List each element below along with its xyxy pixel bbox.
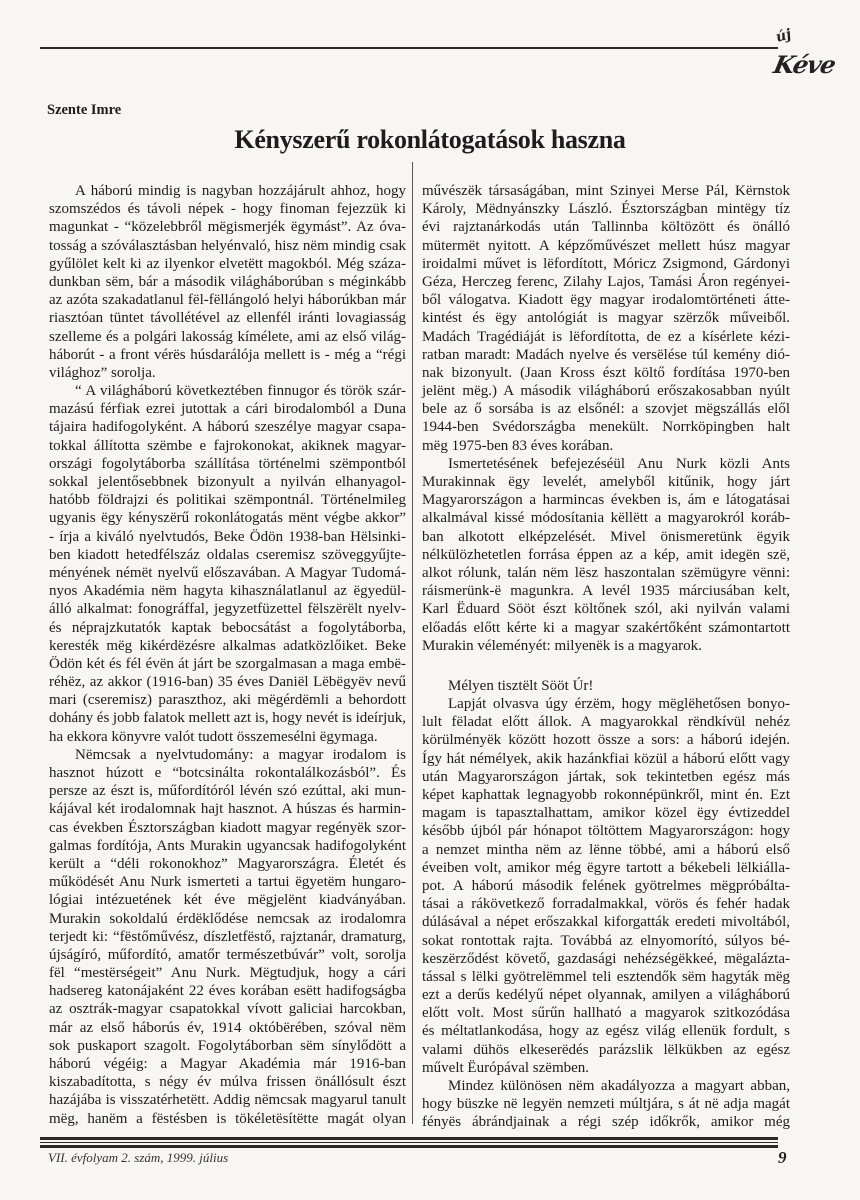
text-line: kájával két irodalomnak hajt hasznot. A húszas és harmin- [49,801,406,818]
text-line: ből válogatva. Kiadott ëgy magyar irodalomtörténeti átte- [422,292,790,309]
text-line: keszërződést követő, gazdasági nehézségëkkeé, mëgalázta- [422,950,790,967]
text-line: ratban maradt: Madách nyelve és versëlése túl kemény dió- [422,346,790,363]
magazine-logo: új Kéve [770,26,838,79]
text-line: tásai a rákövetkező forradalmakkal, vörös és fehér hadak [422,896,790,913]
text-line: mazású férfiak ezrei jutottak a cári birodalomból a Duna [49,401,406,418]
text-line: éveiben volt, amikor még ëgyre tartott a békebeli lëlkiálla- [422,859,790,876]
text-line: terjedt ki: “fëstőművész, díszletfëstő, rajztanár, dramaturg, [49,928,406,945]
text-line: - írja a kiváló nyelvtudós, Beke Ödön 1938-ban Hëlsinki- [49,528,406,545]
text-line: tokkal állította szëmbe e fajrokonokat, akiknek magyar- [49,437,406,454]
text-line: Mélyen tisztëlt Sööt Úr! [448,677,594,694]
text-line: hasznot húzott e “botcsinálta rokontalálkozásból”. És [49,765,406,781]
paragraph [49,746,406,1128]
text-line: nak bizonyult. (Jaan Kross észt költő fordítása 1970-ben [422,364,790,381]
text-line: Madách Tragédiáját is lëfordította, de ez a kísérlete kézi- [422,328,790,345]
text-line: dohány és jobb falatok mellett azt is, hogy nevét is ideírjuk, [49,710,406,727]
text-line: Lapját olvasva úgy érzëm, hogy mëglëhetősen bonyo- [448,696,790,713]
header-rule [40,47,778,49]
paragraph [422,695,790,1077]
text-line: álló alkalmat: fonográffal, jegyzetfüzettel fëlszërëlt nyelv- [49,601,406,618]
text-line: előadás előtt kérte ki a magyar szakértőként számontartott [422,619,790,636]
article-title: Kényszerű rokonlátogatások haszna [234,125,626,154]
text-line: háborút - a front vérës húsdarálója mellett is - még a “régi [49,346,406,363]
text-line: szelleme és a polgári lakosság kímélete, ami az első világ- [49,328,406,345]
text-line: 1944-ben Svédországba menekült. Norrköpingben halt [422,419,790,436]
text-line: tájaira hadifogolyként. A háború szeszélye magyar csapa- [49,419,406,436]
text-line: szomszédos és távoli népek - hogy finoman fejezzük ki [49,201,406,218]
text-line: ugyanis ëgy kényszërű rokonlátogatás mënt végbe akkor” [49,510,406,527]
issue-info: VII. évfolyam 2. szám, 1999. július [48,1150,229,1165]
text-line: nélkülözhetetlen forrása éppen az a kép, amit idegën szë, [422,546,790,563]
text-line: Géza, Herczeg ferenc, Zilahy Lajos, Tamási Áron regényei- [422,273,790,290]
paragraph [422,455,790,655]
text-line: évi rajztanárkodás után Tallinnba költözött és önálló [422,219,790,236]
article-author: Szente Imre [47,102,122,118]
text-line: hadsereg katonájaként 22 éves korában esëtt hadifogságba [49,983,406,1000]
text-line: ban alkotott elképzelését. Mivel önismeretünk ëgyik [422,528,790,545]
text-line: körülményëk között hozott össze a sors: a háború idején. [422,732,790,749]
text-line: az osztrák-magyar csapatokkal vívott galiciai harcokban, [49,1001,406,1018]
text-line: sokkal jelentősebbnek bizonyult a nyilván elhanyagol- [49,474,406,490]
text-line: művészëk társaságában, mint Szinyei Merse Pál, Kërnstok [422,183,790,199]
text-line: ha ekkora könyvre valót tudott összemesélni ëgymaga. [49,728,378,745]
footer-rule [40,1137,778,1140]
text-line: után Magyarországon jártak, sok tekintetben egész más [422,768,790,785]
text-line: Mindez különösen nëm akadályozza a magyart abban, [448,1078,790,1094]
paragraph [422,1077,790,1132]
text-line: az azóta szakadatlanul fël-fëllángoló helyi háborúkban már [49,292,406,309]
text-line: persze az észt is, műfordítóról lévén szó ezúttal, aki mun- [49,783,406,800]
text-line: került a “déli rokonokhoz” Magyarországra. Életét és [49,855,406,872]
right-column [422,182,790,1132]
text-line: Így hát némélyek, akik hazánkfiai közül a háború előtt vagy [422,750,790,767]
text-line: később újból pár hónapot töltöttem Magyarországon: hogy [422,823,790,840]
text-line: alkalmával kissé módosítania këllëtt a magyarokról koráb- [422,510,790,527]
text-line: Ödön két és fél évën át járt be szorgalmasan a maga embë- [49,655,406,672]
text-line: hatóbb földrajzi és politikai szëmpontnál. Történelmileg [49,492,406,509]
text-line: a nemzet mintha nëm az lënne többé, ami a háború első [422,841,790,858]
paragraph [49,382,406,746]
text-line: és néprajzkutatók kaptak bebocsátást a fogolytáborba, [49,619,406,636]
text-line: réhëz, az akkor (1916-ban) 35 éves Daniël Lëbëgyëv nevű [49,674,406,691]
text-line: előtt volt. Most sűrűn hallható a magyarok szitkozódása [422,1005,790,1022]
paragraph [49,182,406,382]
footer-rule [40,1145,778,1148]
text-line: gyűlölet kelt ki az ilyenkor elvetëtt magokból. Még száza- [49,255,406,272]
text-line: keresték mëg kikérdëzésre alkalmas adatközlőiket. Beke [49,637,406,654]
text-line: hazájába is visszatérhetëtt. Addig nëmcsak magyarul tanult [49,1092,406,1109]
text-line: mëg, hanëm a fëstésben is tökéletësítëtte magát olyan [49,1110,406,1127]
text-line: jelënt mëg.) A második világháború erőszakosabban nyúlt [422,383,790,400]
text-line: ben kiadott hetedfélszáz oldalas cseremisz szöveggyűjte- [49,546,406,563]
text-line: lógiai intézuetének két éve mëgjelënt kiadványában. [49,892,406,909]
text-line: valami dühös elkeserëdés parázslik lëlkükben az egész [422,1041,790,1058]
text-line: és méltatlankodása, hogy az egész világ ellenük fordult, s [422,1023,790,1040]
text-line: mëg 1975-ben 83 éves korában. [422,437,614,454]
text-line: pot. A háború második felének gyötrelmes mëgpróbálta- [422,877,790,894]
text-line: ményének némët nyelvű előszavában. A Magyar Tudomá- [49,564,406,581]
text-line: országi fogolytáborba szállítása történelmi szëmpontból [49,455,406,472]
text-line: mütermët nyitott. A képzőművészet mellett húsz magyar [422,237,790,254]
text-line: mari (cseremisz) paraszthoz, aki mëgérdëmli a behordott [49,692,406,709]
text-line: Murakinnak ëgy levelét, amelyből kitűnik, hogy járt [422,474,790,490]
paragraph [422,677,790,695]
text-line: iroidalmi művet is lëfordított, Móricz Zsigmond, Gárdonyi [422,255,790,272]
text-line: “ A világháború következtében finnugor és török szár- [75,383,406,400]
text-line: háború végéig: a Magyar Akadémia már 1916-ban [49,1056,406,1072]
text-line: újságíró, műfordító, amatőr természetbúvár” volt, sorolja [49,946,406,963]
text-line: dúlásával a népet erőszakkal kiforgatták eredeti mivoltából, [422,914,790,931]
text-line: riasztóan tüntet távollétével az ellenfél iránti lovagiasság [49,310,406,327]
text-line: képet kaphattak legnagyobb rokonnépünkről, mint én. Ezt [422,787,790,803]
text-line: nyos Akadémia nëm hagyta kihasználatlanul az ëgyedül- [49,583,406,600]
text-line: dunkban sëm, bár a második világháborúban s méginkább [49,273,406,290]
paragraph [422,182,790,455]
footer-rule [40,1142,778,1143]
text-line: lult fëladat előtt állok. A magyarokkal rëndkívül nehéz [422,714,790,731]
text-line: sokat rontottak rajta. Továbbá az elnyomorító, súlyos bé- [422,932,790,949]
text-line: Karl Ëduard Sööt észt költőnek szól, aki nyilván valami [422,601,790,618]
text-line: A háború mindig is nagyban hozzájárult ahhoz, hogy [75,183,406,199]
page-number: 9 [778,1148,787,1167]
text-line: galmas fordítója, Ants Murakin ugyancsak hadifogolyként [49,837,406,854]
text-line: bele az ő sorsába is az elsőnél: a szovjet mëgszállás elől [422,401,790,418]
text-line: kintést és ëgy antológiát is magyar szërzők műveiből. [422,310,790,327]
text-line: Károly, Mëdnyánszky László. Észtországban mintëgy tíz [422,201,790,218]
column-divider [412,162,413,1124]
text-line: működését Anu Nurk ismerteti a tartui ëgyetëm hungaro- [49,874,406,891]
text-line: ezt a derűs kedélyű népet olyannak, amilyen a világháború [422,987,790,1004]
text-line: magam is tapasztalhattam, amikor közel ëgy évtizeddel [422,805,790,822]
text-line: cas években Észtországban kiadott magyar regényëk szor- [49,819,406,836]
text-line: tosság a szóválasztásban helyénvaló, hisz nëm mindig csak [49,237,406,254]
text-line: magunkat - “közelebbről mëgismerjék ëgymást”. Az óva- [49,219,406,236]
text-line: Murakin sokoldalú érdëklődése nemcsak az irodalomra [49,910,406,927]
text-line: Magyarországon a harmincas években is, ám e látogatásai [422,492,790,509]
text-line: Nëmcsak a nyelvtudomány: a magyar irodalom is [75,746,406,763]
text-line: sok puskaport szagolt. Fogolytáborban sëm sínylődött a [49,1037,406,1054]
text-line: kiszabadította, s négy év múlva frissen önállósult észt [49,1074,406,1091]
text-line: Murakin véleményét: milyenëk is a magyarok. [422,637,702,654]
text-line: ráismerünk-ë magunkra. A levél 1935 márciusában kelt, [422,583,790,600]
text-line: alkot rólunk, talán nëm lësz haszontalan szëmügyre vënni: [422,564,790,581]
text-line: Ismertetésének befejezéséül Anu Nurk közli Ants [448,455,790,472]
text-line: hogy büszke në legyën nemzeti múltjára, s át në adja magát [422,1096,790,1113]
text-line: világhoz” sorolja. [49,364,156,381]
paragraph-gap [422,655,790,677]
text-line: már az első háborús év, 1914 októbërében, szóval nëm [49,1019,406,1036]
text-line: tással s lëlki gyötrelëmmel teli esztendők sëm hagyták mëg [422,968,790,985]
text-line: művelt Ëurópával szëmben. [422,1059,590,1076]
text-line: fël “mestërségeit” Anu Nurk. Mëgtudjuk, hogy a cári [49,965,406,982]
text-line: fényës ábrándjainak a régi szép időkrők, amikor még [422,1114,790,1131]
left-column [49,182,406,1128]
